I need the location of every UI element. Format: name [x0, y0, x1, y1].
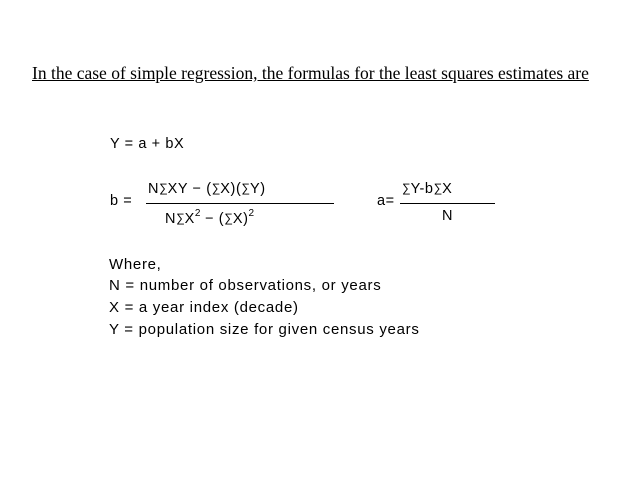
slide-heading: In the case of simple regression, the formulas for the least squares estimates are — [32, 63, 589, 83]
a-formula-lhs: a= — [377, 193, 395, 209]
b-fraction-bar — [146, 203, 334, 204]
definition-y: Y = population size for given census years — [109, 321, 420, 338]
b-formula-lhs: b = — [110, 193, 133, 209]
definition-n: N = number of observations, or years — [109, 277, 382, 294]
sigma-symbol: ∑ — [159, 181, 168, 195]
sigma-symbol: ∑ — [241, 181, 250, 195]
definition-x: X = a year index (decade) — [109, 299, 299, 316]
a-formula-numerator: ∑Y-b∑X — [402, 181, 453, 197]
a-fraction-bar — [400, 203, 495, 204]
regression-equation: Y = a + bX — [110, 136, 185, 152]
sigma-symbol: ∑ — [176, 211, 185, 225]
where-title: Where, — [109, 256, 162, 273]
a-formula-denominator: N — [442, 208, 454, 224]
sigma-symbol: ∑ — [211, 181, 221, 195]
sigma-symbol: ∑ — [224, 211, 233, 225]
b-formula-denominator: $N\sum X^2 - (\sum X)^2$ — [165, 208, 255, 227]
sigma-symbol: ∑ — [402, 181, 411, 195]
sigma-symbol: ∑ — [433, 181, 443, 195]
b-formula-numerator: N∑XY − (∑X)(∑Y) — [148, 181, 266, 197]
